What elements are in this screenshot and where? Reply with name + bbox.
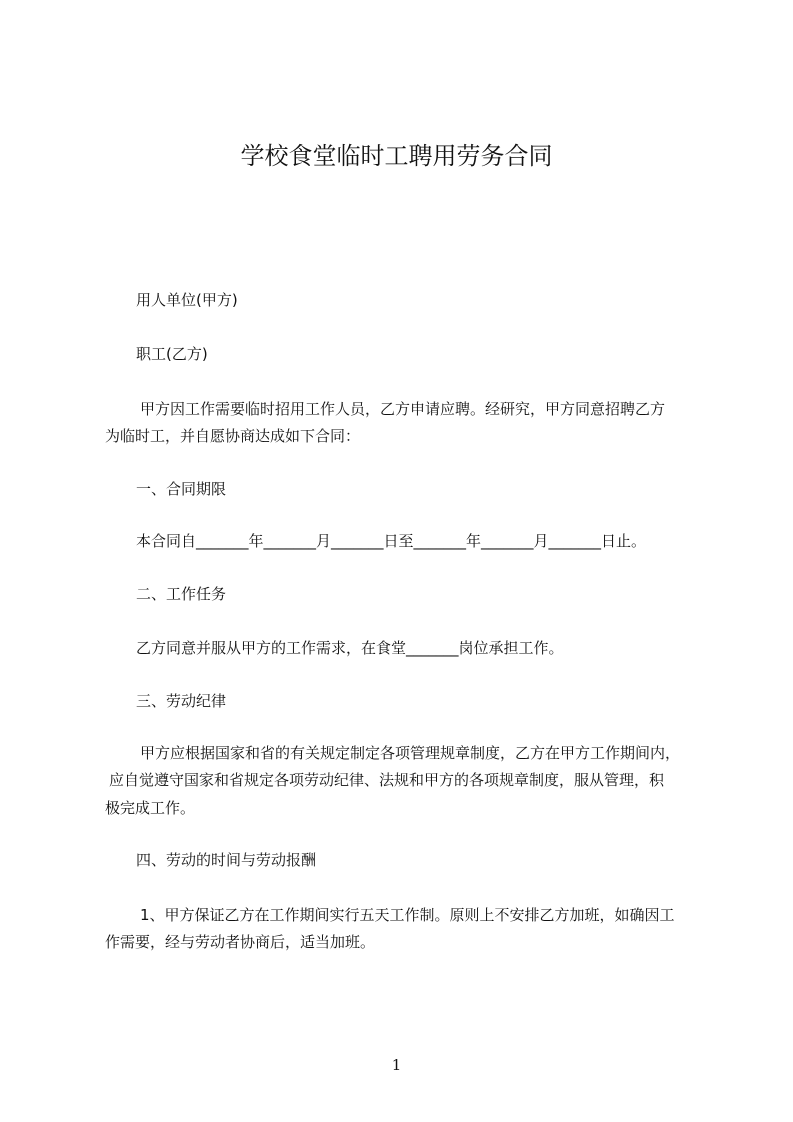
hours-clause-line-1: 1、甲方保证乙方在工作期间实行五天工作制。原则上不安排乙方加班，如确因工 <box>140 906 675 924</box>
section-heading-hours-pay: 四、劳动的时间与劳动报酬 <box>136 851 317 869</box>
discipline-paragraph-line-2: 应自觉遵守国家和省规定各项劳动纪律、法规和甲方的各项规章制度，服从管理，积 <box>109 771 665 789</box>
document-title: 学校食堂临时工聘用劳务合同 <box>240 142 553 170</box>
page-number: 1 <box>391 1056 402 1074</box>
intro-paragraph-line-1: 甲方因工作需要临时招用工作人员，乙方申请应聘。经研究，甲方同意招聘乙方 <box>140 400 666 418</box>
section-heading-discipline: 三、劳动纪律 <box>136 692 227 710</box>
section-heading-tasks: 二、工作任务 <box>136 585 227 603</box>
party-a-label: 用人单位(甲方) <box>136 291 238 309</box>
discipline-paragraph-line-3: 极完成工作。 <box>105 799 196 817</box>
work-task-clause: 乙方同意并服从甲方的工作需求，在食堂_______岗位承担工作。 <box>136 639 564 657</box>
hours-clause-line-2: 作需要，经与劳动者协商后，适当加班。 <box>105 933 376 951</box>
discipline-paragraph-line-1: 甲方应根据国家和省的有关规定制定各项管理规章制度，乙方在甲方工作期间内， <box>140 744 681 762</box>
section-heading-term: 一、合同期限 <box>136 480 227 498</box>
intro-paragraph-line-2: 为临时工，并自愿协商达成如下合同： <box>105 427 361 445</box>
party-b-label: 职工(乙方) <box>136 345 208 363</box>
contract-term-clause: 本合同自_______年_______月_______日至_______年_______月_______日止。 <box>136 532 647 550</box>
